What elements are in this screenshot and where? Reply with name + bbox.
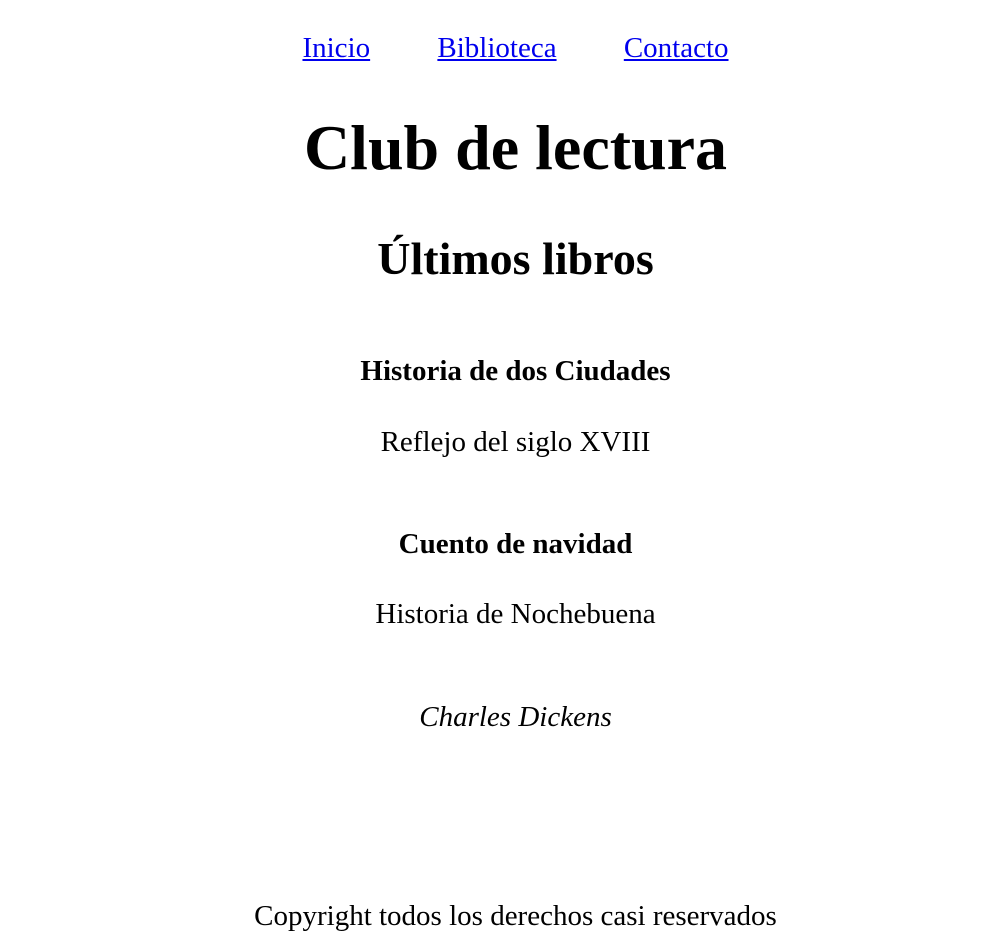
main-nav <box>0 28 1006 68</box>
book-description: Reflejo del siglo XVIII <box>380 426 651 458</box>
book-title: Cuento de navidad <box>398 528 633 560</box>
nav-link-biblioteca[interactable]: Biblioteca <box>437 32 557 64</box>
site-title: Club de lectura <box>303 112 728 183</box>
book-title: Historia de dos Ciudades <box>360 355 671 387</box>
author-name: Charles Dickens <box>419 701 612 733</box>
footer-copyright: Copyright todos los derechos casi reservados <box>254 900 777 932</box>
section-title: Últimos libros <box>377 233 654 284</box>
book-description: Historia de Nochebuena <box>375 598 656 630</box>
nav-link-inicio[interactable]: Inicio <box>302 32 371 64</box>
nav-link-contacto[interactable]: Contacto <box>623 32 729 64</box>
